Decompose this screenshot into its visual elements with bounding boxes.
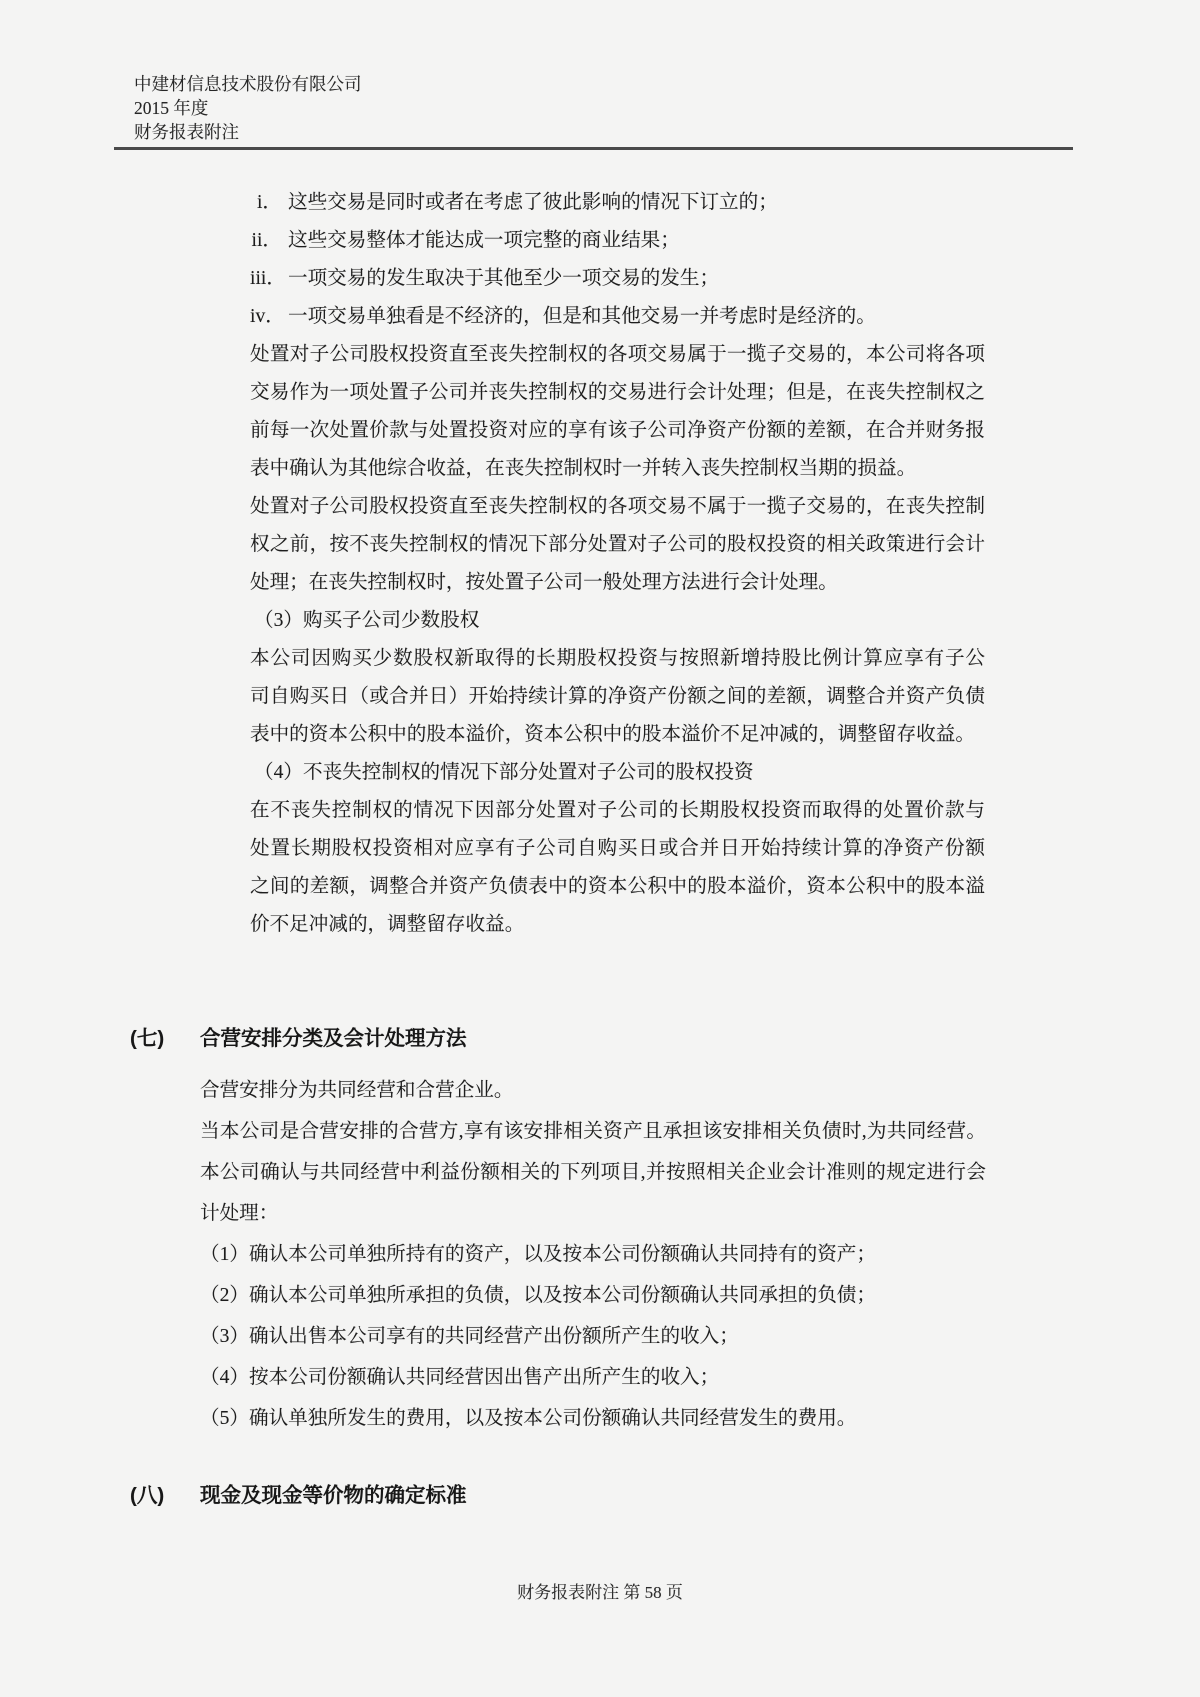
- paragraph-line: 本公司因购买少数股权新取得的长期股权投资与按照新增持股比例计算应享有子公: [250, 648, 985, 669]
- numbered-list-item: （1）确认本公司单独所持有的资产，以及按本公司份额确认共同持有的资产；: [200, 1244, 876, 1265]
- paragraph-line: 价不足冲减的，调整留存收益。: [250, 914, 525, 935]
- roman-list-item: [250, 298, 985, 336]
- section-7-heading: [130, 1024, 467, 1054]
- paragraph-line: 之间的差额，调整合并资产负债表中的资本公积中的股本溢价，资本公积中的股本溢: [250, 876, 985, 897]
- section-8-label: (八): [130, 1484, 165, 1507]
- section-8-title: 现金及现金等价物的确定标准: [200, 1484, 467, 1507]
- subsection-4-heading: （4）不丧失控制权的情况下部分处置对子公司的股权投资: [254, 762, 754, 783]
- paragraph-line: 处置对子公司股权投资直至丧失控制权的各项交易不属于一揽子交易的，在丧失控制: [250, 496, 985, 517]
- roman-item-text: 一项交易单独看是不经济的，但是和其他交易一并考虑时是经济的。: [288, 306, 876, 327]
- numbered-list-item: （4）按本公司份额确认共同经营因出售产出所产生的收入；: [200, 1367, 720, 1388]
- paragraph-line: 前每一次处置价款与处置投资对应的享有该子公司净资产份额的差额，在合并财务报: [250, 420, 985, 441]
- paragraph-line: 处置对子公司股权投资直至丧失控制权的各项交易属于一揽子交易的，本公司将各项: [250, 344, 985, 365]
- paragraph-line: 司自购买日（或合并日）开始持续计算的净资产份额之间的差额，调整合并资产负债: [250, 686, 985, 707]
- paragraph-line: 处置长期股权投资相对应享有子公司自购买日或合并日开始持续计算的净资产份额: [250, 838, 985, 859]
- roman-numeral: iii．: [250, 268, 286, 289]
- paragraph-line: 在不丧失控制权的情况下因部分处置对子公司的长期股权投资而取得的处置价款与: [250, 800, 985, 821]
- roman-item-text: 这些交易是同时或者在考虑了彼此影响的情况下订立的；: [288, 192, 778, 213]
- roman-numeral: iv．: [250, 306, 285, 327]
- numbered-list-item: （3）确认出售本公司享有的共同经营产出份额所产生的收入；: [200, 1326, 739, 1347]
- paragraph-line: 本公司确认与共同经营中利益份额相关的下列项目,并按照相关企业会计准则的规定进行会: [200, 1162, 986, 1183]
- paragraph-line: 计处理：: [200, 1203, 279, 1224]
- roman-list-item: [250, 260, 985, 298]
- company-name: 中建材信息技术股份有限公司: [134, 74, 362, 94]
- paragraph-line: 表中确认为其他综合收益，在丧失控制权时一并转入丧失控制权当期的损益。: [250, 458, 917, 479]
- paragraph-line: 交易作为一项处置子公司并丧失控制权的交易进行会计处理；但是，在丧失控制权之: [250, 382, 985, 403]
- numbered-list-item: （5）确认单独所发生的费用，以及按本公司份额确认共同经营发生的费用。: [200, 1408, 857, 1429]
- paragraph-line: 权之前，按不丧失控制权的情况下部分处置对子公司的股权投资的相关政策进行会计: [250, 534, 985, 555]
- roman-numeral: ii．: [251, 230, 282, 251]
- section-7-body: [200, 1070, 986, 1439]
- section-7-title: 合营安排分类及会计处理方法: [200, 1027, 467, 1050]
- page-footer: 财务报表附注 第 58 页: [517, 1583, 683, 1602]
- section-8-heading: [130, 1481, 467, 1511]
- main-text-block: [250, 184, 985, 944]
- paragraph-line: 合营安排分为共同经营和合营企业。: [200, 1080, 514, 1101]
- numbered-list-item: （2）确认本公司单独所承担的负债，以及按本公司份额确认共同承担的负债；: [200, 1285, 876, 1306]
- report-period: 2015 年度: [134, 98, 209, 118]
- page-header: [134, 72, 362, 144]
- subsection-3-heading: （3）购买子公司少数股权: [254, 610, 480, 631]
- paragraph-line: 处理；在丧失控制权时，按处置子公司一般处理方法进行会计处理。: [250, 572, 838, 593]
- roman-item-text: 一项交易的发生取决于其他至少一项交易的发生；: [288, 268, 720, 289]
- document-title: 财务报表附注: [134, 122, 239, 142]
- roman-list-item: [250, 184, 985, 222]
- section-7-label: (七): [130, 1027, 165, 1050]
- paragraph-line: 表中的资本公积中的股本溢价，资本公积中的股本溢价不足冲减的，调整留存收益。: [250, 724, 975, 745]
- roman-numeral: i．: [256, 192, 282, 213]
- paragraph-line: 当本公司是合营安排的合营方,享有该安排相关资产且承担该安排相关负债时,为共同经营。: [200, 1121, 986, 1142]
- roman-list-item: [250, 222, 985, 260]
- roman-item-text: 这些交易整体才能达成一项完整的商业结果；: [288, 230, 680, 251]
- header-divider: [114, 147, 1073, 150]
